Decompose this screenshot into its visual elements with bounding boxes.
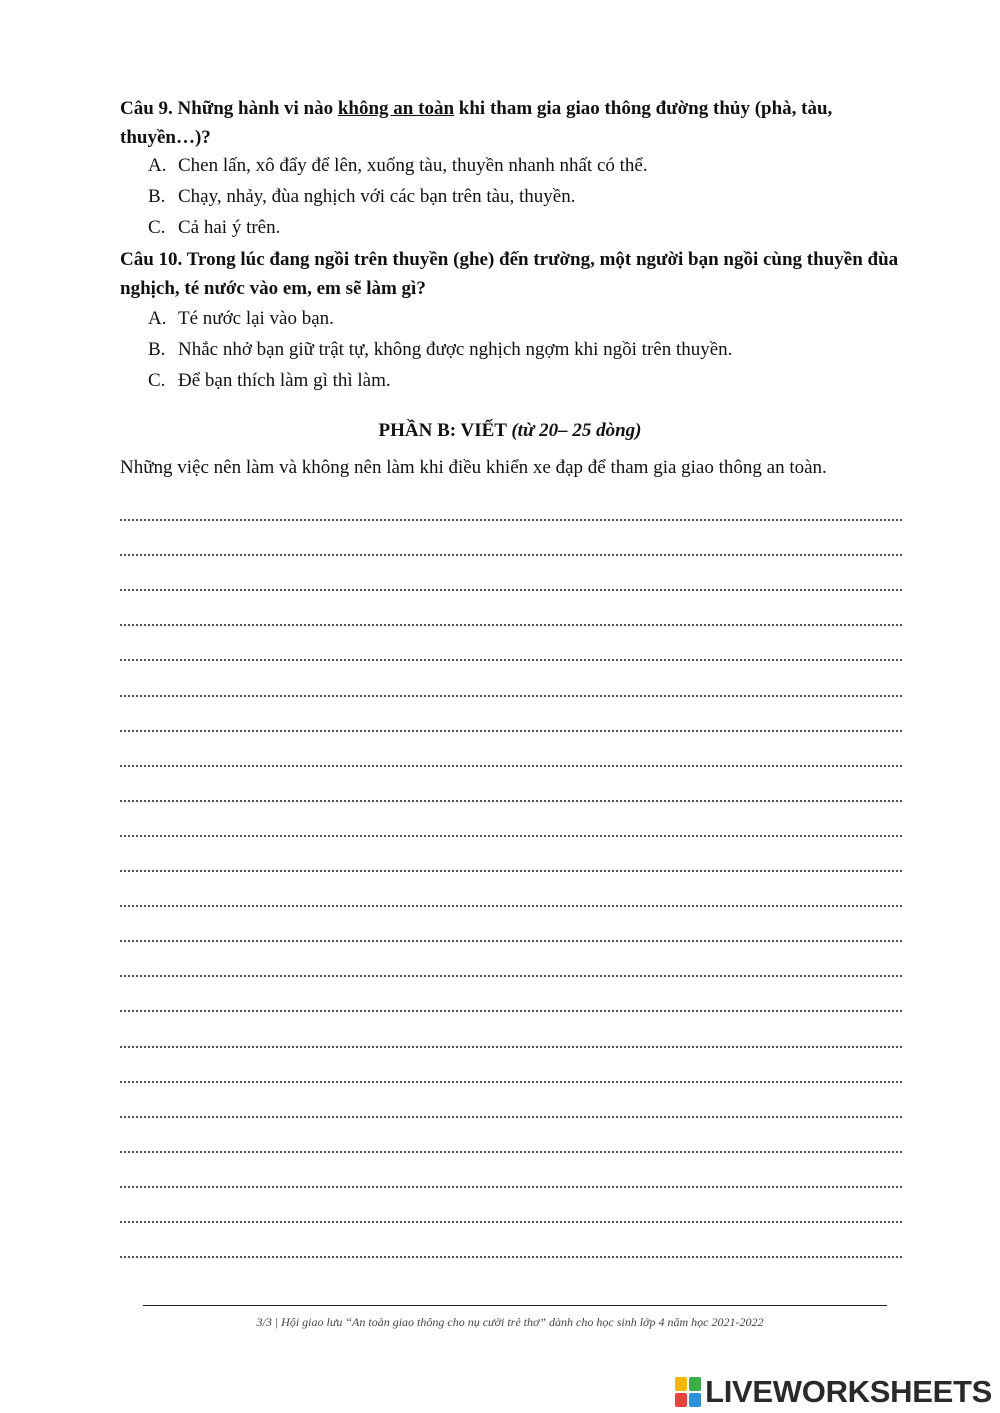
question-9-text-after: khi tham gia giao thông đường thủy (phà, tàu, thuyền…)?	[120, 98, 833, 148]
question-9-option-b[interactable]	[148, 184, 576, 210]
footer-note: 3/3 | Hội giao lưu “An toàn giao thông cho nụ cười trẻ thơ” dành cho học sinh lớp 4 năm học 2021-2022	[256, 1315, 764, 1329]
answer-line[interactable]	[120, 1083, 902, 1118]
option-letter: A.	[148, 155, 167, 176]
question-9-label: Câu 9.	[120, 98, 173, 119]
answer-line[interactable]	[120, 486, 902, 521]
question-9-underlined: không an toàn	[337, 98, 455, 119]
question-10-option-b[interactable]	[148, 337, 732, 363]
question-10-option-c[interactable]	[148, 368, 391, 394]
logo-square	[689, 1377, 701, 1391]
option-letter: C.	[148, 217, 166, 238]
answer-line[interactable]	[120, 802, 902, 837]
answer-line[interactable]	[120, 626, 902, 661]
answer-line[interactable]	[120, 661, 902, 696]
answer-line[interactable]	[120, 977, 902, 1012]
answer-line[interactable]	[120, 697, 902, 732]
option-letter: B.	[148, 339, 166, 360]
writing-prompt: Những việc nên làm và không nên làm khi điều khiển xe đạp để tham gia giao thông an toàn.	[120, 457, 827, 478]
answer-line[interactable]	[120, 521, 902, 556]
option-text: Té nước lại vào bạn.	[178, 308, 334, 329]
answer-line[interactable]	[120, 556, 902, 591]
answer-line[interactable]	[120, 942, 902, 977]
answer-line[interactable]	[120, 1048, 902, 1083]
answer-line[interactable]	[120, 1223, 902, 1258]
question-9	[120, 94, 910, 152]
option-text: Chen lấn, xô đẩy để lên, xuống tàu, thuyền nhanh nhất có thể.	[178, 155, 648, 176]
answer-line[interactable]	[120, 1012, 902, 1047]
answer-line[interactable]	[120, 1153, 902, 1188]
answer-line[interactable]	[120, 767, 902, 802]
answer-line[interactable]	[120, 837, 902, 872]
question-10-option-a[interactable]	[148, 306, 334, 332]
answer-line[interactable]	[120, 907, 902, 942]
option-letter: A.	[148, 308, 167, 329]
section-b-subtitle: (từ 20– 25 dòng)	[511, 420, 642, 441]
answer-lines[interactable]	[120, 486, 902, 1258]
liveworksheets-logo	[675, 1374, 992, 1410]
question-9-option-a[interactable]	[148, 153, 648, 179]
question-9-option-c[interactable]	[148, 215, 280, 241]
answer-line[interactable]	[120, 872, 902, 907]
section-b-title	[0, 420, 1000, 442]
option-text: Cả hai ý trên.	[178, 217, 281, 238]
answer-line[interactable]	[120, 591, 902, 626]
answer-line[interactable]	[120, 1118, 902, 1153]
section-b-heading: PHẦN B: VIẾT	[378, 420, 507, 441]
option-letter: C.	[148, 370, 166, 391]
question-9-text-before: Những hành vi nào	[177, 98, 334, 119]
answer-line[interactable]	[120, 732, 902, 767]
logo-square	[675, 1377, 687, 1391]
option-text: Để bạn thích làm gì thì làm.	[178, 370, 391, 391]
logo-square	[675, 1393, 687, 1407]
answer-line[interactable]	[120, 1188, 902, 1223]
option-text: Chạy, nhảy, đùa nghịch với các bạn trên tàu, thuyền.	[178, 186, 576, 207]
footer-divider	[143, 1305, 887, 1306]
question-10	[120, 245, 910, 303]
liveworksheets-logo-icon	[675, 1377, 701, 1407]
question-10-label: Câu 10.	[120, 249, 183, 270]
logo-square	[689, 1393, 701, 1407]
liveworksheets-logo-text: LIVEWORKSHEETS	[705, 1374, 992, 1409]
option-text: Nhắc nhở bạn giữ trật tự, không được nghịch ngợm khi ngồi trên thuyền.	[178, 339, 733, 360]
question-10-text: Trong lúc đang ngồi trên thuyền (ghe) đến trường, một người bạn ngồi cùng thuyền đùa nghịch, té nước vào em, em sẽ làm gì?	[120, 249, 899, 299]
option-letter: B.	[148, 186, 166, 207]
